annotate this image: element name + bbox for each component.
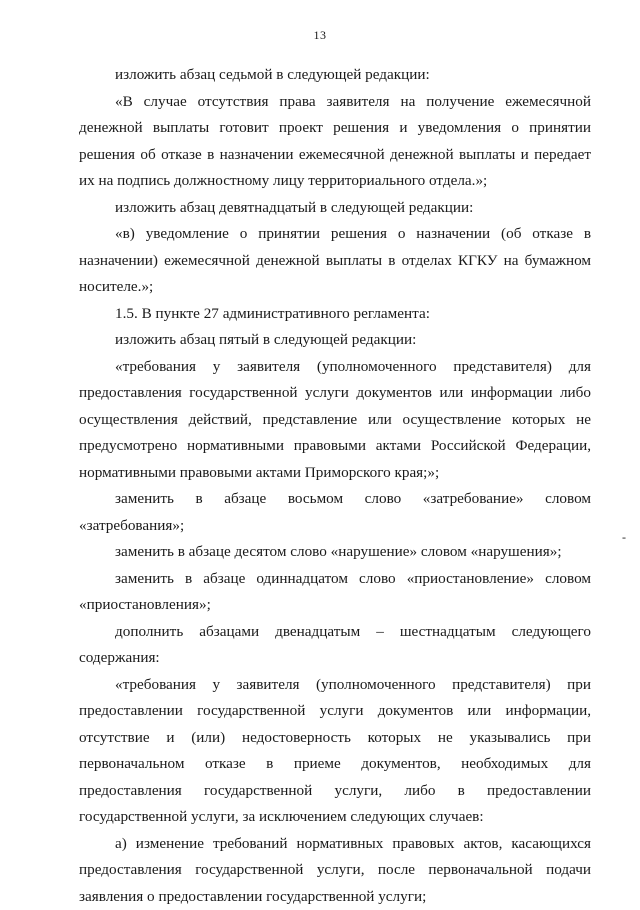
margin-mark: - (622, 530, 626, 545)
paragraph: «требования у заявителя (уполномоченного представителя) для предоставления государственной услуги документов или информации либо осуществления действий, представление или осуществление которых не предусмотрено нормативными правовыми актами Российской Федерации, нормативными правовыми актами Приморского края;»; (79, 354, 591, 487)
paragraph: изложить абзац пятый в следующей редакции: (79, 327, 591, 354)
document-body (79, 62, 591, 910)
paragraph: 1.5. В пункте 27 административного регламента: (79, 301, 591, 328)
paragraph: заменить в абзаце десятом слово «нарушение» словом «нарушения»; (79, 539, 591, 566)
paragraph: «в) уведомление о принятии решения о назначении (об отказе в назначении) ежемесячной денежной выплаты в отделах КГКУ на бумажном носителе.»; (79, 221, 591, 301)
paragraph: заменить в абзаце восьмом слово «затребование» словом «затребования»; (79, 486, 591, 539)
paragraph: «требования у заявителя (уполномоченного представителя) при предоставлении государственной услуги документов или информации, отсутствие и (или) недостоверность которых не указывались при первоначальном отказе в приеме документов, необходимых для предоставления государственной услуги, либо в предоставлении государственной услуги, за исключением следующих случаев: (79, 672, 591, 831)
paragraph: а) изменение требований нормативных правовых актов, касающихся предоставления государственной услуги, после первоначальной подачи заявления о предоставлении государственной услуги; (79, 831, 591, 910)
paragraph: изложить абзац седьмой в следующей редакции: (79, 62, 591, 89)
paragraph: «В случае отсутствия права заявителя на получение ежемесячной денежной выплаты готовит проект решения и уведомления о принятии решения об отказе в назначении ежемесячной денежной выплаты и передает их на подпись должностному лицу территориального отдела.»; (79, 89, 591, 195)
paragraph: изложить абзац девятнадцатый в следующей редакции: (79, 195, 591, 222)
paragraph: дополнить абзацами двенадцатым – шестнадцатым следующего содержания: (79, 619, 591, 672)
paragraph: заменить в абзаце одиннадцатом слово «приостановление» словом «приостановления»; (79, 566, 591, 619)
page-number: 13 (0, 28, 640, 43)
